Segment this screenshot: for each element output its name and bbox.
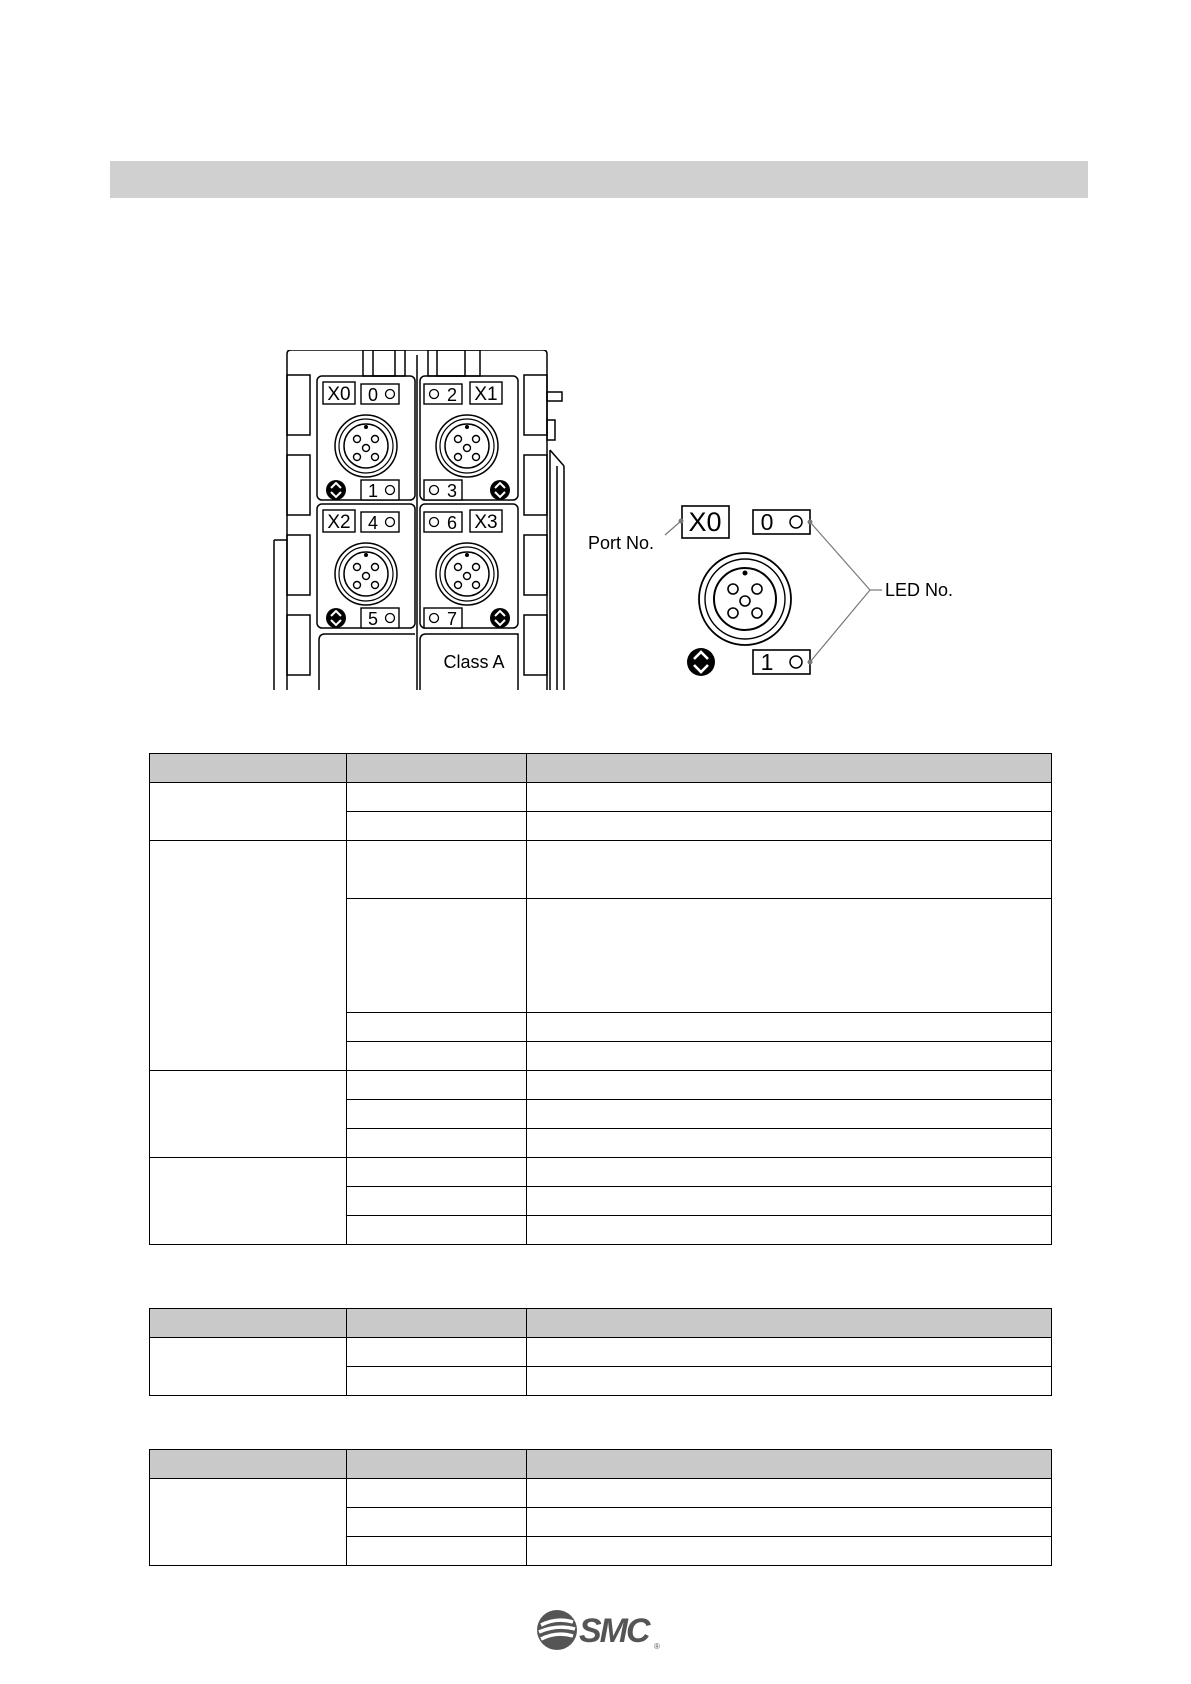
table-header-row — [150, 1309, 1052, 1338]
port-x1-label: X1 — [474, 384, 498, 405]
smc-logo-swoosh-icon — [537, 1610, 577, 1650]
detail-port-box: X0 — [688, 507, 722, 537]
port-x2-group — [323, 510, 399, 629]
svg-text:2: 2 — [446, 385, 458, 405]
table-row — [150, 783, 1052, 812]
table-row — [150, 841, 1052, 899]
led-no-label: LED No. — [885, 580, 954, 600]
ground-icon — [490, 480, 510, 500]
led-indicator — [386, 614, 395, 623]
led-table-2 — [149, 1308, 1052, 1396]
svg-text:1: 1 — [367, 481, 379, 501]
m12-connector — [436, 415, 498, 477]
table-row — [150, 1338, 1052, 1367]
svg-text:6: 6 — [446, 513, 458, 533]
led-indicator — [430, 518, 439, 527]
led-indicator — [430, 614, 439, 623]
detail-view — [588, 506, 953, 676]
m12-connector-detail — [699, 553, 791, 645]
led-table-3 — [149, 1449, 1052, 1566]
svg-text:3: 3 — [446, 481, 458, 501]
led-table-1 — [149, 753, 1052, 1245]
led-indicator — [386, 486, 395, 495]
table-row — [150, 1071, 1052, 1100]
led-indicator — [790, 656, 802, 668]
led-location-figure — [270, 350, 990, 690]
section-heading-bar — [110, 161, 1088, 198]
port-x0-label: X0 — [327, 384, 351, 405]
smc-logo-text: SMC — [579, 1612, 649, 1650]
m12-connector — [436, 543, 498, 605]
port-x3-label: X3 — [474, 512, 498, 533]
led-indicator — [790, 516, 802, 528]
ground-icon — [326, 608, 346, 628]
svg-text:7: 7 — [446, 609, 458, 629]
ground-icon — [326, 480, 346, 500]
svg-text:1: 1 — [760, 649, 774, 675]
m12-connector — [335, 415, 397, 477]
svg-text:0: 0 — [760, 509, 774, 535]
svg-text:5: 5 — [367, 609, 379, 629]
port-no-label: Port No. — [588, 533, 655, 553]
table-header-row — [150, 754, 1052, 783]
led-indicator — [386, 390, 395, 399]
table-row — [150, 1479, 1052, 1508]
svg-text:4: 4 — [367, 513, 379, 533]
ground-icon — [687, 648, 715, 676]
port-x0-group — [323, 382, 399, 501]
led-indicator — [430, 486, 439, 495]
svg-text:0: 0 — [367, 385, 379, 405]
led-indicator — [430, 390, 439, 399]
svg-text:®: ® — [654, 1642, 660, 1651]
ground-icon — [490, 608, 510, 628]
class-label: Class A — [443, 652, 505, 672]
table-row — [150, 1158, 1052, 1187]
table-header-row — [150, 1450, 1052, 1479]
led-indicator — [386, 518, 395, 527]
m12-connector — [335, 543, 397, 605]
port-x3-group — [424, 510, 510, 629]
port-x2-label: X2 — [327, 512, 351, 533]
smc-logo — [535, 1605, 665, 1655]
port-x1-group — [424, 382, 510, 501]
